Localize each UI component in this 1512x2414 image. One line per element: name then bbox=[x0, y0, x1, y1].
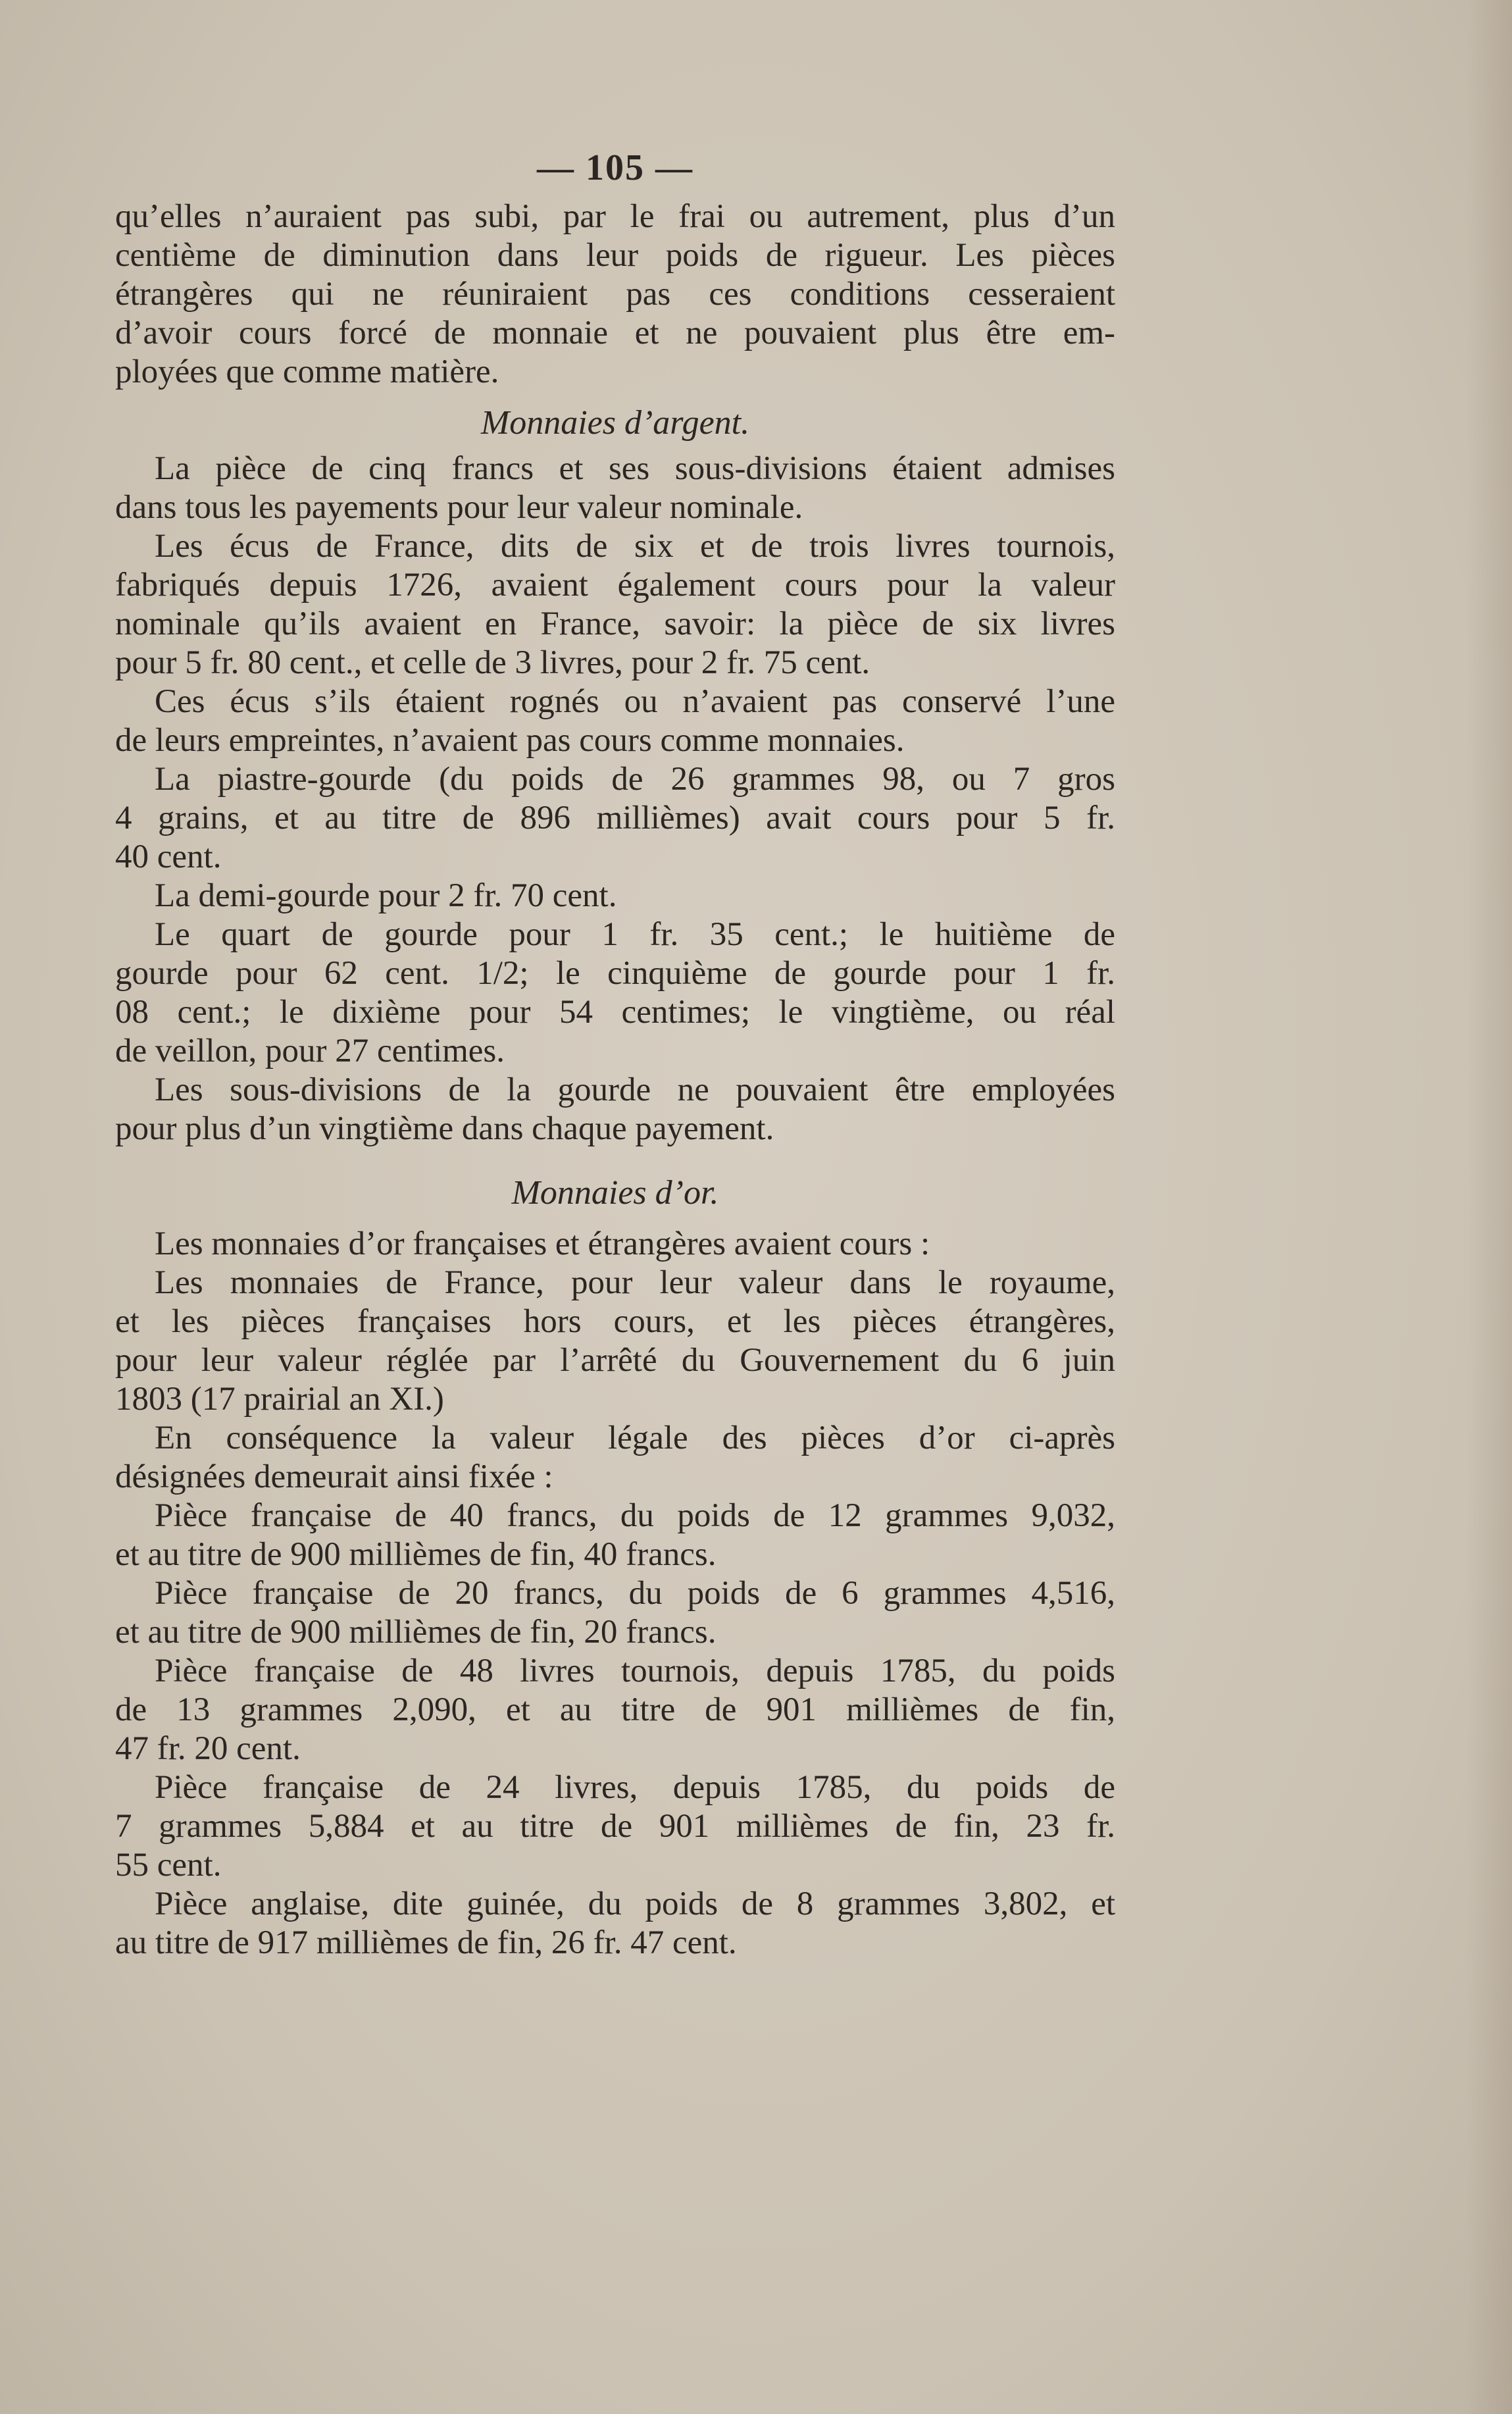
text-line: de leurs empreintes, n’avaient pas cours comme monnaies. bbox=[115, 722, 905, 759]
text-line: de veillon, pour 27 centimes. bbox=[115, 1033, 505, 1069]
text-line: fabriqués depuis 1726, avaient également cours pour la valeur bbox=[115, 567, 1115, 604]
text-line: Pièce française de 20 francs, du poids de 6 grammes 4,516, bbox=[155, 1575, 1115, 1612]
text-line: Le quart de gourde pour 1 fr. 35 cent.; le huitième de bbox=[155, 916, 1115, 953]
text-line: qu’elles n’auraient pas subi, par le frai ou autrement, plus d’un bbox=[115, 198, 1115, 235]
text-line: pour leur valeur réglée par l’arrêté du Gouvernement du 6 juin bbox=[115, 1342, 1115, 1379]
text-line: et au titre de 900 millièmes de fin, 40 francs. bbox=[115, 1536, 717, 1573]
text-line: Les monnaies d’or françaises et étrangères avaient cours : bbox=[155, 1225, 930, 1262]
section-heading-argent: Monnaies d’argent. bbox=[480, 404, 750, 442]
text-line: Pièce française de 24 livres, depuis 1785, du poids de bbox=[155, 1769, 1115, 1806]
text-line: au titre de 917 millièmes de fin, 26 fr. 47 cent. bbox=[115, 1924, 737, 1961]
text-line: gourde pour 62 cent. 1/2; le cinquième de gourde pour 1 fr. bbox=[115, 955, 1115, 992]
text-line: nominale qu’ils avaient en France, savoir: la pièce de six livres bbox=[115, 605, 1115, 642]
section-heading-or: Monnaies d’or. bbox=[511, 1174, 719, 1212]
text-line: pour plus d’un vingtième dans chaque payement. bbox=[115, 1110, 774, 1147]
page-edge-shadow bbox=[1466, 0, 1512, 2414]
text-line: En conséquence la valeur légale des pièces d’or ci-après bbox=[155, 1420, 1115, 1456]
text-line: pour 5 fr. 80 cent., et celle de 3 livres, pour 2 fr. 75 cent. bbox=[115, 644, 870, 681]
text-line: Les écus de France, dits de six et de trois livres tournois, bbox=[155, 528, 1115, 565]
text-line: Les monnaies de France, pour leur valeur dans le royaume, bbox=[155, 1264, 1115, 1301]
text-line: et au titre de 900 millièmes de fin, 20 francs. bbox=[115, 1614, 717, 1651]
text-line: 55 cent. bbox=[115, 1847, 222, 1884]
text-line: La piastre-gourde (du poids de 26 grammes 98, ou 7 gros bbox=[155, 761, 1115, 798]
text-line: étrangères qui ne réuniraient pas ces conditions cesseraient bbox=[115, 276, 1115, 313]
text-line: ployées que comme matière. bbox=[115, 353, 499, 390]
text-line: 4 grains, et au titre de 896 millièmes) avait cours pour 5 fr. bbox=[115, 800, 1115, 836]
text-line: La pièce de cinq francs et ses sous-divisions étaient admises bbox=[155, 450, 1115, 487]
text-line: Pièce française de 40 francs, du poids de 12 grammes 9,032, bbox=[155, 1497, 1115, 1534]
text-line: de 13 grammes 2,090, et au titre de 901 millièmes de fin, bbox=[115, 1691, 1115, 1728]
text-line: 1803 (17 prairial an XI.) bbox=[115, 1381, 444, 1418]
text-line: Les sous-divisions de la gourde ne pouvaient être employées bbox=[155, 1071, 1115, 1108]
text-line: désignées demeurait ainsi fixée : bbox=[115, 1458, 553, 1495]
text-line: 47 fr. 20 cent. bbox=[115, 1730, 301, 1767]
text-line: et les pièces françaises hors cours, et les pièces étrangères, bbox=[115, 1303, 1115, 1340]
text-line: d’avoir cours forcé de monnaie et ne pouvaient plus être em- bbox=[115, 315, 1115, 351]
text-line: Pièce anglaise, dite guinée, du poids de 8 grammes 3,802, et bbox=[155, 1886, 1115, 1922]
text-line: centième de diminution dans leur poids de rigueur. Les pièces bbox=[115, 237, 1115, 274]
page-text bbox=[115, 138, 1115, 1963]
text-line: 40 cent. bbox=[115, 838, 222, 875]
text-line: 7 grammes 5,884 et au titre de 901 millièmes de fin, 23 fr. bbox=[115, 1808, 1115, 1845]
page-number: — 105 — bbox=[537, 147, 693, 188]
text-line: Ces écus s’ils étaient rognés ou n’avaient pas conservé l’une bbox=[155, 683, 1115, 720]
text-line: 08 cent.; le dixième pour 54 centimes; le vingtième, ou réal bbox=[115, 994, 1115, 1031]
text-line: dans tous les payements pour leur valeur nominale. bbox=[115, 489, 803, 526]
text-line: La demi-gourde pour 2 fr. 70 cent. bbox=[155, 877, 617, 914]
text-line: Pièce française de 48 livres tournois, depuis 1785, du poids bbox=[155, 1653, 1115, 1689]
